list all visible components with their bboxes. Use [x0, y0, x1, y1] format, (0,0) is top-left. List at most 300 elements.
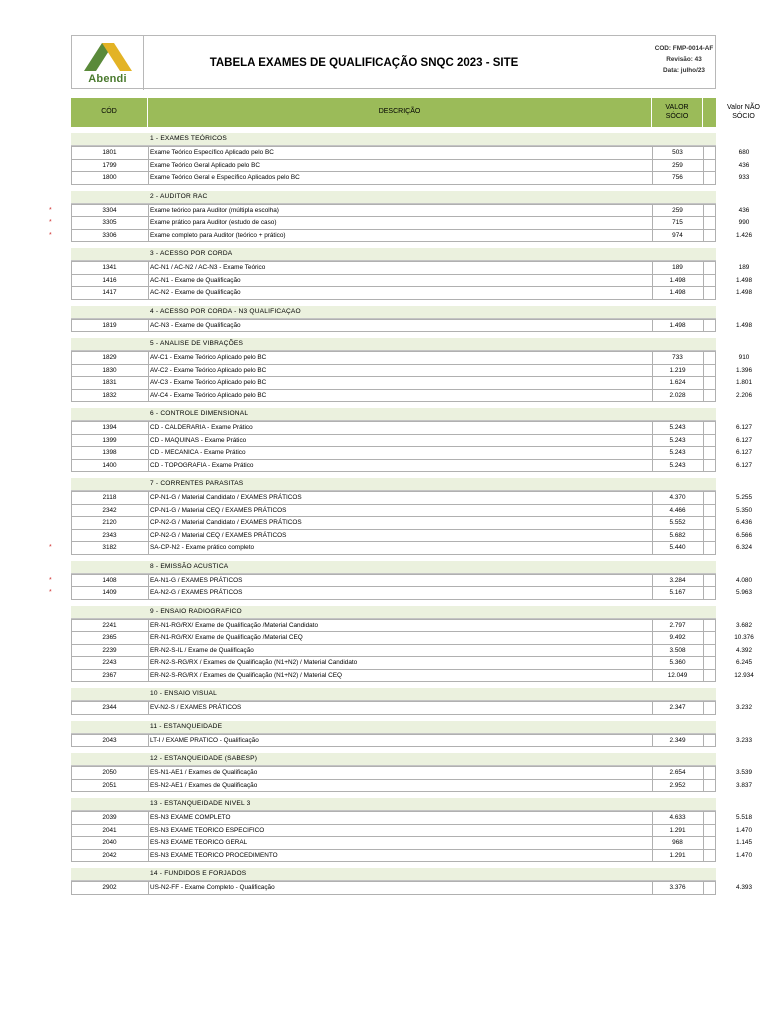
section-title: 9 - ENSAIO RADIOGRAFICO	[150, 607, 242, 615]
cell-divider	[71, 542, 72, 554]
cell-divider	[71, 882, 72, 894]
cell-divider	[652, 850, 653, 862]
row-nonmember-price: 1.426	[736, 231, 752, 239]
row-nonmember-price: 6.127	[736, 424, 752, 431]
cell-divider	[715, 657, 716, 669]
row-code: 2902	[102, 884, 117, 891]
section-header	[71, 306, 716, 319]
row-nonmember-price: 4.392	[736, 646, 752, 654]
cell-divider	[148, 530, 149, 542]
cell-divider	[652, 882, 653, 894]
cell-divider	[715, 422, 716, 434]
cell-divider	[703, 352, 704, 364]
row-nonmember-price: 1.498	[736, 289, 752, 296]
cell-divider	[148, 850, 149, 862]
row-code: 2118	[102, 494, 117, 501]
cell-divider	[703, 735, 704, 747]
row-code: 1832	[102, 391, 117, 399]
section-header	[71, 561, 716, 574]
row-description: ES-N3 EXAME COMPLETO	[150, 814, 231, 821]
row-code: 2040	[102, 839, 117, 846]
row-member-price: 2.349	[669, 736, 686, 744]
row-code: 2344	[102, 704, 117, 711]
cell-divider	[652, 505, 653, 517]
row-marker: *	[49, 206, 52, 214]
cell-divider	[148, 767, 149, 779]
cell-divider	[703, 365, 704, 377]
section-title: 11 - ESTANQUEIDADE	[150, 722, 223, 730]
cell-divider	[715, 275, 716, 287]
row-code: 2239	[102, 646, 117, 654]
section-title: 14 - FUNDIDOS E FORJADOS	[150, 870, 247, 877]
cell-divider	[703, 505, 704, 517]
cell-divider	[703, 435, 704, 447]
cell-divider	[715, 460, 716, 472]
table-row	[49, 574, 752, 588]
cell-divider	[148, 632, 149, 644]
row-nonmember-price: 933	[738, 174, 750, 181]
row-code: 1399	[102, 436, 117, 444]
cell-divider	[71, 377, 72, 389]
cell-divider	[148, 460, 149, 472]
row-code: 1408	[102, 576, 117, 584]
cell-divider	[715, 172, 716, 184]
cell-divider	[715, 620, 716, 632]
document-code: COD: FMP-0014-AF	[654, 45, 714, 52]
row-description: AC-N3 - Exame de Qualificação	[150, 321, 241, 329]
row-nonmember-price: 3.837	[736, 781, 752, 789]
cell-divider	[703, 632, 704, 644]
table-row	[71, 645, 752, 658]
row-member-price: 3.284	[669, 576, 686, 584]
cell-divider	[715, 390, 716, 402]
cell-divider	[715, 217, 716, 229]
row-nonmember-price: 910	[738, 354, 750, 361]
cell-divider	[703, 825, 704, 837]
row-member-price: 1.219	[669, 366, 686, 374]
cell-divider	[148, 670, 149, 682]
row-description: EA-N1-G / EXAMES PRÁTICOS	[150, 576, 243, 584]
section-header	[71, 408, 716, 421]
row-code: 1831	[102, 379, 117, 386]
table-row	[71, 837, 752, 850]
cell-divider	[71, 530, 72, 542]
cell-divider	[148, 390, 149, 402]
cell-divider	[715, 702, 716, 714]
row-description: CD - MECANICA - Exame Prático	[150, 449, 246, 456]
cell-divider	[715, 767, 716, 779]
row-member-price: 1.291	[669, 851, 686, 859]
section-header	[71, 191, 716, 204]
row-member-price: 12.049	[667, 671, 688, 679]
row-member-price: 1.498	[669, 321, 686, 329]
cell-divider	[703, 447, 704, 459]
row-nonmember-price: 6.566	[736, 531, 752, 539]
section-header	[71, 478, 716, 491]
row-member-price: 259	[672, 206, 683, 214]
row-member-price: 5.440	[669, 544, 686, 551]
cell-divider	[652, 542, 653, 554]
row-description: EV-N2-S / EXAMES PRÁTICOS	[150, 704, 242, 711]
row-nonmember-price: 680	[738, 149, 750, 156]
row-nonmember-price: 6.436	[736, 519, 752, 526]
cell-divider	[715, 205, 716, 217]
cell-divider	[715, 492, 716, 504]
table-row	[71, 447, 752, 460]
cell-divider	[71, 670, 72, 682]
cell-divider	[148, 587, 149, 599]
row-member-price: 1.498	[669, 289, 686, 296]
row-nonmember-price: 1.801	[736, 379, 752, 386]
cell-divider	[652, 670, 653, 682]
table-row	[71, 811, 752, 825]
row-description: CD - TOPOGRAFIA - Exame Prático	[150, 461, 254, 469]
cell-divider	[148, 320, 149, 332]
row-description: EA-N2-G / EXAMES PRÁTICOS	[150, 589, 243, 596]
document-title: TABELA EXAMES DE QUALIFICAÇÃO SNQC 2023 - SITE	[209, 57, 519, 69]
cell-divider	[148, 447, 149, 459]
row-nonmember-price: 5.963	[736, 589, 752, 596]
abendi-logo	[72, 36, 144, 90]
row-marker: *	[49, 219, 52, 226]
cell-divider	[703, 390, 704, 402]
row-code: 1829	[102, 354, 117, 361]
cell-divider	[71, 575, 72, 587]
row-description: CD - MAQUINAS - Exame Prático	[150, 436, 247, 444]
cell-divider	[148, 735, 149, 747]
row-code: 2043	[102, 736, 117, 744]
cell-divider	[703, 670, 704, 682]
row-code: 1801	[102, 149, 117, 156]
row-code: 2039	[102, 814, 117, 821]
cell-divider	[148, 657, 149, 669]
cell-divider	[652, 435, 653, 447]
row-description: Exame prático para Auditor (estudo de caso)	[150, 219, 277, 226]
row-code: 1341	[102, 264, 117, 271]
row-member-price: 4.633	[669, 814, 686, 821]
row-description: Exame Teórico Específico Aplicado pelo BC	[150, 149, 274, 156]
table-row	[71, 657, 752, 670]
row-description: AV-C1 - Exame Teórico Aplicado pelo BC	[150, 354, 267, 361]
row-nonmember-price: 436	[738, 161, 750, 169]
row-nonmember-price: 3.539	[736, 769, 752, 776]
cell-divider	[652, 287, 653, 299]
document-header	[71, 35, 716, 89]
row-description: AC-N1 / AC-N2 / AC-N3 - Exame Teórico	[150, 264, 266, 271]
cell-divider	[148, 365, 149, 377]
row-nonmember-price: 189	[738, 264, 750, 271]
row-code: 2120	[102, 519, 117, 526]
cell-divider	[71, 447, 72, 459]
cell-divider	[715, 812, 716, 824]
table-row	[71, 319, 752, 333]
row-member-price: 715	[672, 219, 683, 226]
row-nonmember-price: 10.376	[734, 634, 754, 641]
row-code: 1409	[102, 589, 117, 596]
cell-divider	[703, 230, 704, 242]
cell-divider	[703, 422, 704, 434]
cell-divider	[148, 575, 149, 587]
row-code: 2342	[102, 506, 117, 514]
cell-divider	[652, 632, 653, 644]
cell-divider	[148, 645, 149, 657]
row-description: Exame teórico para Auditor (múltipla escolha)	[150, 206, 279, 214]
cell-divider	[71, 262, 72, 274]
cell-divider	[652, 447, 653, 459]
cell-divider	[652, 620, 653, 632]
section-header	[71, 606, 716, 619]
row-code: 2365	[102, 634, 117, 641]
section-title: 7 - CORRENTES PARASITAS	[150, 480, 244, 487]
row-nonmember-price: 12.934	[734, 671, 754, 679]
row-member-price: 2.347	[669, 704, 686, 711]
cell-divider	[71, 147, 72, 159]
row-member-price: 5.243	[669, 424, 686, 431]
row-code: 1800	[102, 174, 117, 181]
row-nonmember-price: 436	[738, 206, 750, 214]
table-row	[71, 670, 754, 683]
row-description: LT-I / EXAME PRATICO - Qualificação	[150, 736, 259, 744]
row-member-price: 1.624	[669, 379, 686, 386]
row-description: CP-N2-G / Material CEQ / EXAMES PRÁTICOS	[150, 531, 287, 539]
cell-divider	[71, 632, 72, 644]
cell-divider	[652, 575, 653, 587]
cell-divider	[652, 530, 653, 542]
table-row	[49, 542, 752, 555]
cell-divider	[71, 702, 72, 714]
cell-divider	[148, 422, 149, 434]
table-row	[71, 160, 750, 173]
cell-divider	[71, 390, 72, 402]
row-code: 1417	[102, 289, 117, 296]
cell-divider	[715, 435, 716, 447]
cell-divider	[715, 147, 716, 159]
cell-divider	[148, 882, 149, 894]
cell-divider	[715, 160, 716, 172]
cell-divider	[71, 657, 72, 669]
cell-divider	[703, 882, 704, 894]
cell-divider	[703, 205, 704, 217]
cell-divider	[71, 645, 72, 657]
document-meta	[652, 43, 716, 76]
row-description: CP-N2-G / Material Candidato / EXAMES PRÁTICOS	[150, 519, 302, 526]
document-revision: Revisão: 43	[666, 56, 702, 63]
table-row	[71, 766, 752, 780]
cell-divider	[715, 735, 716, 747]
cell-divider	[148, 702, 149, 714]
row-description: AV-C3 - Exame Teórico Aplicado pelo BC	[150, 379, 267, 386]
table-row	[71, 505, 752, 518]
row-code: 2051	[102, 781, 117, 789]
row-description: AC-N2 - Exame de Qualificação	[150, 289, 241, 296]
row-nonmember-price: 1.470	[736, 826, 752, 834]
row-code: 3304	[102, 206, 117, 214]
cell-divider	[703, 517, 704, 529]
cell-divider	[71, 320, 72, 332]
row-code: 3305	[102, 219, 117, 226]
cell-divider	[71, 352, 72, 364]
row-description: AC-N1 - Exame de Qualificação	[150, 276, 241, 284]
cell-divider	[652, 205, 653, 217]
cell-divider	[715, 632, 716, 644]
row-code: 1400	[102, 461, 117, 469]
row-code: 2042	[102, 851, 117, 859]
table-row	[71, 460, 752, 473]
cell-divider	[715, 230, 716, 242]
cell-divider	[703, 217, 704, 229]
row-member-price: 2.797	[669, 621, 686, 629]
cell-divider	[71, 460, 72, 472]
section-title: 1 - EXAMES TEÓRICOS	[150, 135, 227, 142]
cell-divider	[652, 377, 653, 389]
row-member-price: 5.360	[669, 659, 686, 666]
cell-divider	[703, 702, 704, 714]
cell-divider	[715, 262, 716, 274]
cell-divider	[71, 230, 72, 242]
cell-divider	[703, 530, 704, 542]
row-description: ES-N3 EXAME TEORICO GERAL	[150, 839, 248, 846]
row-member-price: 5.167	[669, 589, 686, 596]
document-date: Data: julho/23	[663, 67, 705, 74]
row-nonmember-price: 1.470	[736, 851, 752, 859]
table-row	[71, 435, 752, 448]
cell-divider	[148, 205, 149, 217]
row-description: US-N2-FF - Exame Completo - Qualificação	[150, 884, 275, 891]
cell-divider	[652, 172, 653, 184]
cell-divider	[715, 670, 716, 682]
row-marker: *	[49, 589, 52, 596]
table-row	[71, 390, 752, 403]
row-member-price: 503	[672, 149, 683, 156]
cell-divider	[703, 492, 704, 504]
section-header	[71, 133, 716, 146]
row-nonmember-price: 3.682	[736, 621, 752, 629]
table-row	[71, 530, 752, 543]
row-nonmember-price: 5.518	[736, 814, 752, 821]
row-code: 1830	[102, 366, 117, 374]
cell-divider	[652, 780, 653, 792]
cell-divider	[703, 262, 704, 274]
table-row	[49, 204, 750, 218]
row-nonmember-price: 990	[738, 219, 750, 226]
row-member-price: 259	[672, 161, 683, 169]
column-description: DESCRIÇÃO	[148, 98, 652, 127]
row-description: SA-CP-N2 - Exame prático completo	[150, 544, 255, 551]
row-description: ER-N2-S-IL / Exame de Qualificação	[150, 646, 254, 654]
cell-divider	[652, 825, 653, 837]
cell-divider	[71, 205, 72, 217]
cell-divider	[652, 160, 653, 172]
cell-divider	[715, 587, 716, 599]
row-member-price: 2.028	[669, 391, 686, 399]
cell-divider	[652, 735, 653, 747]
section-title: 4 - ACESSO POR CORDA - N3 QUALIFICAÇAO	[150, 307, 301, 315]
row-member-price: 5.682	[669, 531, 686, 539]
table-row	[71, 377, 752, 390]
cell-divider	[715, 645, 716, 657]
row-nonmember-price: 3.232	[736, 704, 752, 711]
section-title: 5 - ANALISE DE VIBRAÇÕES	[150, 340, 244, 347]
section-title: 10 - ENSAIO VISUAL	[150, 690, 217, 697]
cell-divider	[148, 837, 149, 849]
row-nonmember-price: 1.498	[736, 321, 752, 329]
section-title: 8 - EMISSÃO ACUSTICA	[150, 562, 229, 570]
row-member-price: 968	[672, 839, 683, 846]
cell-divider	[148, 620, 149, 632]
table-row	[71, 351, 750, 365]
row-code: 1819	[102, 321, 117, 329]
cell-divider	[715, 780, 716, 792]
section-header	[71, 688, 716, 701]
row-nonmember-price: 6.127	[736, 461, 752, 469]
cell-divider	[652, 352, 653, 364]
cell-divider	[652, 217, 653, 229]
section-header	[71, 798, 716, 811]
section-title: 6 - CONTROLE DIMENSIONAL	[150, 410, 249, 417]
cell-divider	[715, 377, 716, 389]
row-code: 1799	[102, 161, 117, 169]
row-nonmember-price: 6.245	[736, 659, 752, 666]
row-member-price: 733	[672, 354, 683, 361]
column-member-price	[652, 98, 703, 127]
row-member-price: 5.243	[669, 461, 686, 469]
cell-divider	[148, 230, 149, 242]
cell-divider	[148, 780, 149, 792]
row-description: ES-N2-AE1 / Exames de Qualificação	[150, 781, 258, 789]
row-nonmember-price: 5.255	[736, 494, 752, 501]
row-code: 3182	[102, 544, 117, 551]
cell-divider	[71, 767, 72, 779]
row-nonmember-price: 1.145	[736, 839, 752, 846]
table-row	[49, 587, 752, 600]
row-code: 1398	[102, 449, 117, 456]
row-code: 1416	[102, 276, 117, 284]
table-row	[71, 780, 752, 793]
cell-divider	[652, 422, 653, 434]
row-code: 1394	[102, 424, 117, 431]
row-member-price: 9.492	[669, 634, 686, 641]
cell-divider	[71, 780, 72, 792]
cell-divider	[148, 517, 149, 529]
cell-divider	[71, 492, 72, 504]
cell-divider	[652, 767, 653, 779]
section-title: 2 - AUDITOR RAC	[150, 192, 208, 200]
cell-divider	[715, 287, 716, 299]
table-row	[71, 275, 752, 288]
table-row	[71, 491, 752, 505]
row-marker: *	[49, 576, 52, 584]
row-member-price: 5.243	[669, 449, 686, 456]
table-row	[71, 172, 750, 185]
cell-divider	[652, 492, 653, 504]
row-description: AV-C4 - Exame Teórico Aplicado pelo BC	[150, 391, 267, 399]
cell-divider	[715, 320, 716, 332]
row-nonmember-price: 5.350	[736, 506, 752, 514]
abendi-logo-icon	[80, 41, 136, 73]
cell-divider	[148, 352, 149, 364]
cell-divider	[71, 365, 72, 377]
row-member-price: 756	[672, 174, 683, 181]
logo-text: Abendi	[88, 73, 127, 85]
row-marker: *	[49, 544, 52, 551]
row-member-price: 2.952	[669, 781, 686, 789]
cell-divider	[715, 365, 716, 377]
row-member-price: 2.654	[669, 769, 686, 776]
table-column-header	[71, 98, 760, 127]
cell-divider	[652, 645, 653, 657]
cell-divider	[652, 320, 653, 332]
cell-divider	[715, 517, 716, 529]
